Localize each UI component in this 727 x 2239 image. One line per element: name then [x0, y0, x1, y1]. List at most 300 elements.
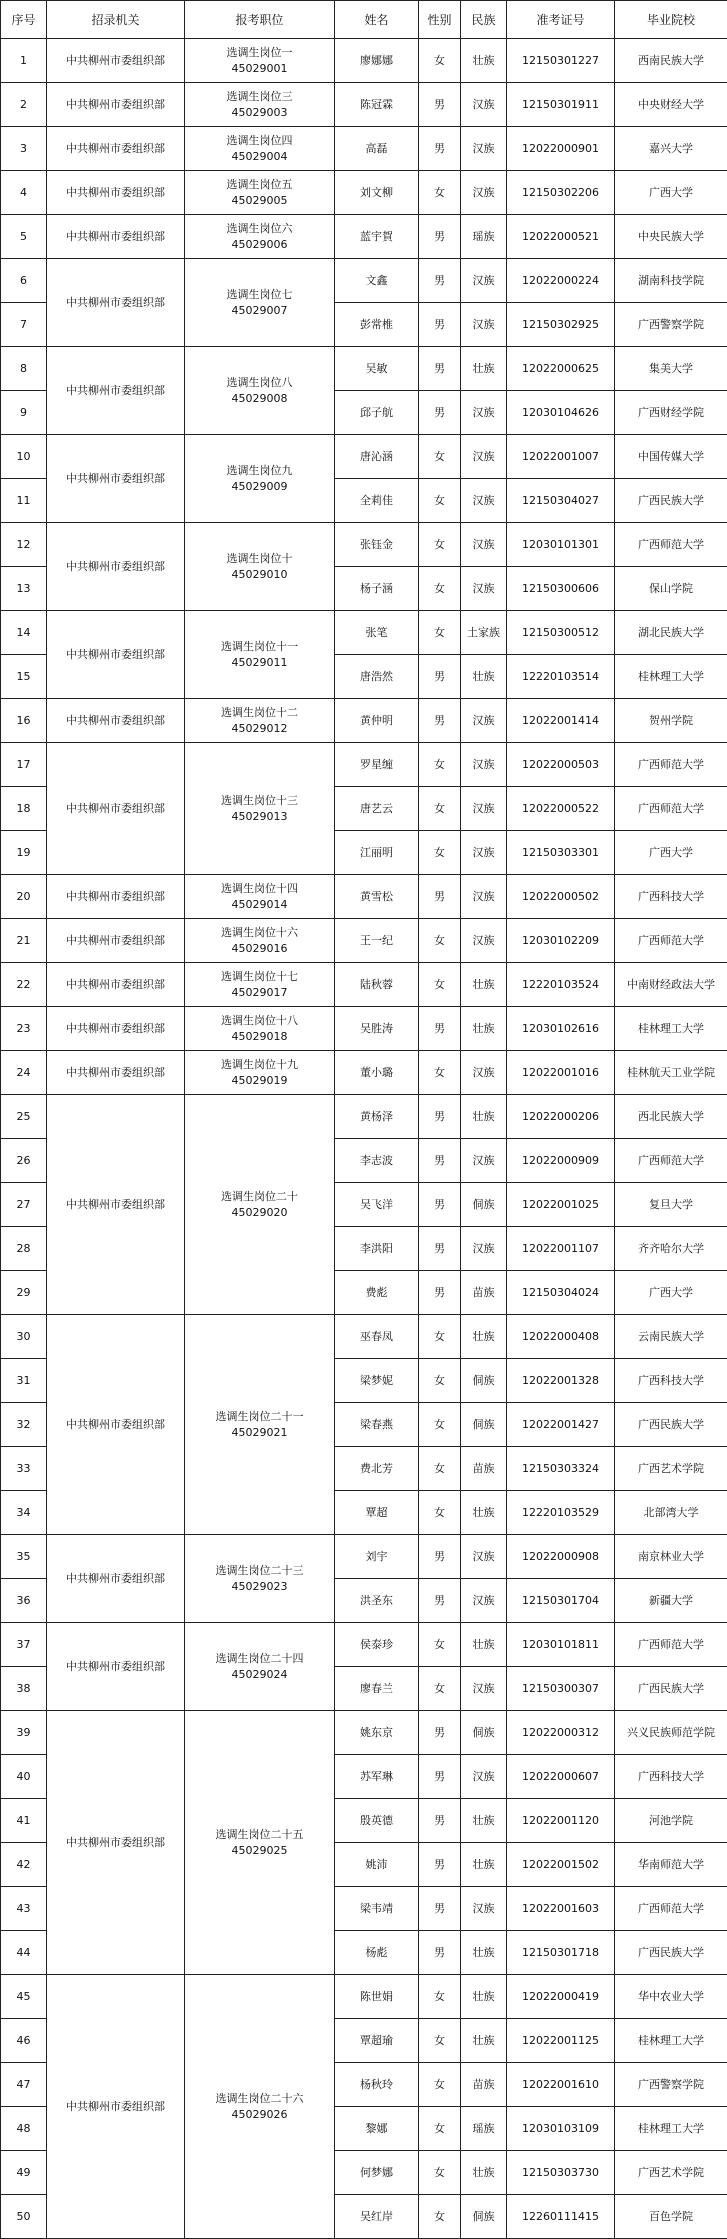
cell-position	[185, 699, 335, 743]
cell-exam-id: 12150301718	[507, 1931, 615, 1975]
cell-seq: 14	[1, 611, 47, 655]
position-title: 选调生岗位十六	[221, 925, 298, 939]
cell-ethnicity: 汉族	[461, 831, 507, 875]
cell-name: 洪圣东	[335, 1579, 419, 1623]
cell-sex: 女	[419, 1359, 461, 1403]
cell-seq: 12	[1, 523, 47, 567]
cell-exam-id: 12030101301	[507, 523, 615, 567]
cell-agency: 中共柳州市委组织部	[47, 39, 185, 83]
cell-seq: 21	[1, 919, 47, 963]
cell-seq: 26	[1, 1139, 47, 1183]
cell-ethnicity: 汉族	[461, 435, 507, 479]
cell-school: 集美大学	[615, 347, 727, 391]
cell-agency: 中共柳州市委组织部	[47, 1623, 185, 1711]
cell-position	[185, 171, 335, 215]
table-row	[1, 1095, 727, 1139]
cell-seq: 41	[1, 1799, 47, 1843]
cell-seq: 23	[1, 1007, 47, 1051]
cell-seq: 4	[1, 171, 47, 215]
cell-ethnicity: 汉族	[461, 523, 507, 567]
cell-exam-id: 12220103524	[507, 963, 615, 1007]
cell-agency: 中共柳州市委组织部	[47, 1051, 185, 1095]
cell-name: 姚沛	[335, 1843, 419, 1887]
cell-name: 覃超瑜	[335, 2019, 419, 2063]
cell-exam-id: 12022000521	[507, 215, 615, 259]
cell-seq: 7	[1, 303, 47, 347]
position-code: 45029011	[231, 655, 288, 669]
cell-position	[185, 963, 335, 1007]
position-code: 45029020	[231, 1205, 288, 1219]
position-code: 45029010	[231, 567, 288, 581]
cell-ethnicity: 侗族	[461, 1403, 507, 1447]
cell-name: 何梦娜	[335, 2151, 419, 2195]
position-title: 选调生岗位十	[226, 551, 293, 565]
table-row	[1, 83, 727, 127]
cell-exam-id: 12030102616	[507, 1007, 615, 1051]
cell-sex: 女	[419, 2019, 461, 2063]
cell-sex: 男	[419, 1227, 461, 1271]
cell-name: 吴胜涛	[335, 1007, 419, 1051]
cell-exam-id: 12022000522	[507, 787, 615, 831]
cell-ethnicity: 汉族	[461, 479, 507, 523]
position-code: 45029021	[231, 1425, 288, 1439]
cell-seq: 16	[1, 699, 47, 743]
cell-exam-id: 12022000206	[507, 1095, 615, 1139]
cell-seq: 17	[1, 743, 47, 787]
table-row	[1, 127, 727, 171]
cell-sex: 男	[419, 215, 461, 259]
cell-agency: 中共柳州市委组织部	[47, 127, 185, 171]
cell-seq: 9	[1, 391, 47, 435]
cell-school: 广西艺术学院	[615, 2151, 727, 2195]
cell-exam-id: 12260111415	[507, 2195, 615, 2239]
cell-ethnicity: 壮族	[461, 347, 507, 391]
cell-ethnicity: 壮族	[461, 963, 507, 1007]
header-position: 报考职位	[185, 1, 335, 39]
cell-seq: 31	[1, 1359, 47, 1403]
cell-sex: 男	[419, 1887, 461, 1931]
cell-exam-id: 12150303730	[507, 2151, 615, 2195]
cell-sex: 男	[419, 303, 461, 347]
cell-school: 西南民族大学	[615, 39, 727, 83]
position-title: 选调生岗位十七	[221, 969, 298, 983]
position-code: 45029013	[231, 809, 288, 823]
cell-school: 云南民族大学	[615, 1315, 727, 1359]
position-title: 选调生岗位二十四	[215, 1651, 304, 1665]
cell-sex: 女	[419, 611, 461, 655]
cell-school: 兴义民族师范学院	[615, 1711, 727, 1755]
position-title: 选调生岗位八	[226, 375, 293, 389]
position-code: 45029026	[231, 2107, 288, 2121]
cell-school: 广西艺术学院	[615, 1447, 727, 1491]
cell-seq: 32	[1, 1403, 47, 1447]
cell-agency: 中共柳州市委组织部	[47, 1095, 185, 1315]
table-row	[1, 39, 727, 83]
cell-sex: 女	[419, 567, 461, 611]
cell-ethnicity: 苗族	[461, 2063, 507, 2107]
cell-school: 广西民族大学	[615, 1403, 727, 1447]
table-row	[1, 171, 727, 215]
position-code: 45029007	[231, 303, 288, 317]
cell-name: 唐沁涵	[335, 435, 419, 479]
cell-seq: 34	[1, 1491, 47, 1535]
header-agency: 招录机关	[47, 1, 185, 39]
cell-school: 桂林航天工业学院	[615, 1051, 727, 1095]
cell-seq: 13	[1, 567, 47, 611]
cell-name: 王一纪	[335, 919, 419, 963]
cell-name: 陈冠霖	[335, 83, 419, 127]
cell-seq: 35	[1, 1535, 47, 1579]
cell-name: 唐艺云	[335, 787, 419, 831]
cell-seq: 39	[1, 1711, 47, 1755]
cell-name: 杨秋玲	[335, 2063, 419, 2107]
cell-name: 巫春凤	[335, 1315, 419, 1359]
cell-name: 廖娜娜	[335, 39, 419, 83]
cell-sex: 男	[419, 1579, 461, 1623]
position-code: 45029024	[231, 1667, 288, 1681]
cell-sex: 男	[419, 1931, 461, 1975]
cell-name: 黄杨泽	[335, 1095, 419, 1139]
cell-ethnicity: 侗族	[461, 1359, 507, 1403]
cell-seq: 19	[1, 831, 47, 875]
cell-school: 广西师范大学	[615, 1887, 727, 1931]
cell-school: 广西民族大学	[615, 479, 727, 523]
cell-agency: 中共柳州市委组织部	[47, 347, 185, 435]
table-row	[1, 259, 727, 303]
cell-ethnicity: 汉族	[461, 1051, 507, 1095]
cell-school: 广西大学	[615, 1271, 727, 1315]
cell-seq: 43	[1, 1887, 47, 1931]
cell-school: 广西警察学院	[615, 2063, 727, 2107]
cell-ethnicity: 汉族	[461, 1667, 507, 1711]
cell-ethnicity: 侗族	[461, 1183, 507, 1227]
cell-sex: 男	[419, 699, 461, 743]
cell-exam-id: 12022001025	[507, 1183, 615, 1227]
cell-exam-id: 12150302925	[507, 303, 615, 347]
cell-exam-id: 12022000224	[507, 259, 615, 303]
cell-sex: 男	[419, 1755, 461, 1799]
cell-school: 新疆大学	[615, 1579, 727, 1623]
cell-exam-id: 12022001107	[507, 1227, 615, 1271]
cell-school: 广西警察学院	[615, 303, 727, 347]
cell-exam-id: 12150304027	[507, 479, 615, 523]
cell-agency: 中共柳州市委组织部	[47, 919, 185, 963]
position-title: 选调生岗位五	[226, 177, 293, 191]
cell-seq: 29	[1, 1271, 47, 1315]
cell-exam-id: 12150304024	[507, 1271, 615, 1315]
cell-agency: 中共柳州市委组织部	[47, 611, 185, 699]
cell-sex: 男	[419, 1711, 461, 1755]
cell-position	[185, 1623, 335, 1711]
cell-agency: 中共柳州市委组织部	[47, 523, 185, 611]
cell-ethnicity: 瑶族	[461, 2107, 507, 2151]
cell-exam-id: 12022000503	[507, 743, 615, 787]
header-seq: 序号	[1, 1, 47, 39]
cell-seq: 10	[1, 435, 47, 479]
position-code: 45029012	[231, 721, 288, 735]
cell-agency: 中共柳州市委组织部	[47, 1711, 185, 1975]
cell-ethnicity: 土家族	[461, 611, 507, 655]
cell-position	[185, 83, 335, 127]
position-code: 45029019	[231, 1073, 288, 1087]
cell-position	[185, 215, 335, 259]
cell-agency: 中共柳州市委组织部	[47, 699, 185, 743]
cell-school: 广西大学	[615, 831, 727, 875]
cell-agency: 中共柳州市委组织部	[47, 1315, 185, 1535]
cell-seq: 25	[1, 1095, 47, 1139]
table-row	[1, 611, 727, 655]
cell-name: 梁春燕	[335, 1403, 419, 1447]
cell-agency: 中共柳州市委组织部	[47, 1535, 185, 1623]
cell-ethnicity: 壮族	[461, 1623, 507, 1667]
cell-ethnicity: 壮族	[461, 1931, 507, 1975]
table-row	[1, 1711, 727, 1755]
cell-seq: 48	[1, 2107, 47, 2151]
cell-sex: 男	[419, 259, 461, 303]
position-title: 选调生岗位二十	[221, 1189, 298, 1203]
cell-school: 湖南科技学院	[615, 259, 727, 303]
table-row	[1, 435, 727, 479]
cell-ethnicity: 壮族	[461, 1095, 507, 1139]
cell-school: 广西师范大学	[615, 1139, 727, 1183]
cell-sex: 男	[419, 875, 461, 919]
cell-name: 费彪	[335, 1271, 419, 1315]
cell-seq: 5	[1, 215, 47, 259]
cell-position	[185, 1535, 335, 1623]
cell-position	[185, 1095, 335, 1315]
cell-seq: 24	[1, 1051, 47, 1095]
cell-agency: 中共柳州市委组织部	[47, 435, 185, 523]
header-ethnicity: 民族	[461, 1, 507, 39]
cell-ethnicity: 汉族	[461, 127, 507, 171]
cell-school: 河池学院	[615, 1799, 727, 1843]
cell-school: 北部湾大学	[615, 1491, 727, 1535]
cell-exam-id: 12022000908	[507, 1535, 615, 1579]
cell-sex: 女	[419, 963, 461, 1007]
cell-seq: 49	[1, 2151, 47, 2195]
cell-seq: 15	[1, 655, 47, 699]
cell-school: 广西科技大学	[615, 1755, 727, 1799]
cell-exam-id: 12022000909	[507, 1139, 615, 1183]
cell-sex: 女	[419, 479, 461, 523]
cell-school: 广西师范大学	[615, 919, 727, 963]
cell-name: 李洪阳	[335, 1227, 419, 1271]
cell-ethnicity: 汉族	[461, 1227, 507, 1271]
cell-name: 费北芳	[335, 1447, 419, 1491]
cell-school: 中央财经大学	[615, 83, 727, 127]
cell-seq: 30	[1, 1315, 47, 1359]
cell-name: 罗星缠	[335, 743, 419, 787]
cell-seq: 18	[1, 787, 47, 831]
cell-name: 刘宇	[335, 1535, 419, 1579]
cell-ethnicity: 壮族	[461, 1491, 507, 1535]
cell-seq: 50	[1, 2195, 47, 2239]
cell-school: 南京林业大学	[615, 1535, 727, 1579]
cell-name: 杨子涵	[335, 567, 419, 611]
cell-seq: 8	[1, 347, 47, 391]
cell-ethnicity: 壮族	[461, 39, 507, 83]
cell-school: 华中农业大学	[615, 1975, 727, 2019]
cell-ethnicity: 壮族	[461, 655, 507, 699]
cell-exam-id: 12022000312	[507, 1711, 615, 1755]
cell-exam-id: 12022000419	[507, 1975, 615, 2019]
cell-exam-id: 12022000625	[507, 347, 615, 391]
cell-school: 广西科技大学	[615, 875, 727, 919]
cell-name: 陈世娟	[335, 1975, 419, 2019]
cell-position	[185, 919, 335, 963]
cell-sex: 女	[419, 523, 461, 567]
cell-school: 广西财经学院	[615, 391, 727, 435]
position-code: 45029016	[231, 941, 288, 955]
cell-position	[185, 347, 335, 435]
position-code: 45029023	[231, 1579, 288, 1593]
cell-sex: 男	[419, 347, 461, 391]
table-row	[1, 1315, 727, 1359]
cell-ethnicity: 汉族	[461, 743, 507, 787]
position-code: 45029018	[231, 1029, 288, 1043]
cell-position	[185, 1315, 335, 1535]
position-title: 选调生岗位十八	[221, 1013, 298, 1027]
cell-sex: 男	[419, 1139, 461, 1183]
cell-exam-id: 12022001016	[507, 1051, 615, 1095]
position-title: 选调生岗位二十六	[215, 2091, 304, 2105]
cell-exam-id: 12150301227	[507, 39, 615, 83]
cell-ethnicity: 汉族	[461, 391, 507, 435]
cell-exam-id: 12030101811	[507, 1623, 615, 1667]
cell-sex: 女	[419, 743, 461, 787]
cell-exam-id: 12150303324	[507, 1447, 615, 1491]
header-exam-id: 准考证号	[507, 1, 615, 39]
cell-seq: 11	[1, 479, 47, 523]
cell-agency: 中共柳州市委组织部	[47, 1975, 185, 2239]
cell-name: 刘文柳	[335, 171, 419, 215]
cell-sex: 男	[419, 1095, 461, 1139]
table-row	[1, 1535, 727, 1579]
cell-exam-id: 12030102209	[507, 919, 615, 963]
cell-name: 高磊	[335, 127, 419, 171]
cell-name: 张钰金	[335, 523, 419, 567]
position-code: 45029014	[231, 897, 288, 911]
position-title: 选调生岗位十二	[221, 705, 298, 719]
cell-school: 广西民族大学	[615, 1931, 727, 1975]
table-row	[1, 963, 727, 1007]
cell-school: 桂林理工大学	[615, 2107, 727, 2151]
cell-school: 桂林理工大学	[615, 1007, 727, 1051]
cell-sex: 男	[419, 1535, 461, 1579]
cell-seq: 22	[1, 963, 47, 1007]
table-row	[1, 215, 727, 259]
cell-exam-id: 12022000408	[507, 1315, 615, 1359]
cell-ethnicity: 侗族	[461, 1711, 507, 1755]
cell-position	[185, 127, 335, 171]
cell-sex: 男	[419, 391, 461, 435]
cell-name: 李志波	[335, 1139, 419, 1183]
cell-seq: 46	[1, 2019, 47, 2063]
cell-sex: 女	[419, 1667, 461, 1711]
cell-sex: 女	[419, 2151, 461, 2195]
cell-school: 桂林理工大学	[615, 655, 727, 699]
cell-seq: 40	[1, 1755, 47, 1799]
cell-sex: 女	[419, 1315, 461, 1359]
cell-exam-id: 12022001427	[507, 1403, 615, 1447]
cell-school: 桂林理工大学	[615, 2019, 727, 2063]
cell-position	[185, 743, 335, 875]
cell-sex: 男	[419, 1183, 461, 1227]
cell-exam-id: 12022001610	[507, 2063, 615, 2107]
table-body	[1, 39, 727, 2239]
cell-position	[185, 611, 335, 699]
cell-school: 广西师范大学	[615, 787, 727, 831]
table-row	[1, 1623, 727, 1667]
position-title: 选调生岗位十一	[221, 639, 298, 653]
cell-sex: 女	[419, 1447, 461, 1491]
cell-sex: 男	[419, 1799, 461, 1843]
header-sex: 性别	[419, 1, 461, 39]
position-code: 45029005	[231, 193, 288, 207]
cell-ethnicity: 汉族	[461, 699, 507, 743]
cell-agency: 中共柳州市委组织部	[47, 963, 185, 1007]
position-code: 45029001	[231, 61, 288, 75]
cell-exam-id: 12150300606	[507, 567, 615, 611]
cell-sex: 女	[419, 919, 461, 963]
cell-ethnicity: 瑶族	[461, 215, 507, 259]
cell-exam-id: 12150300512	[507, 611, 615, 655]
cell-exam-id: 12030103109	[507, 2107, 615, 2151]
position-title: 选调生岗位十三	[221, 793, 298, 807]
cell-ethnicity: 汉族	[461, 875, 507, 919]
cell-name: 吴飞洋	[335, 1183, 419, 1227]
cell-school: 西北民族大学	[615, 1095, 727, 1139]
cell-ethnicity: 汉族	[461, 567, 507, 611]
cell-seq: 1	[1, 39, 47, 83]
cell-exam-id: 12150302206	[507, 171, 615, 215]
cell-seq: 20	[1, 875, 47, 919]
cell-sex: 男	[419, 1843, 461, 1887]
position-title: 选调生岗位二十一	[215, 1409, 304, 1423]
position-code: 45029017	[231, 985, 288, 999]
cell-sex: 女	[419, 435, 461, 479]
cell-name: 蓝宇賀	[335, 215, 419, 259]
cell-ethnicity: 汉族	[461, 1535, 507, 1579]
cell-name: 全莉佳	[335, 479, 419, 523]
cell-seq: 38	[1, 1667, 47, 1711]
cell-seq: 42	[1, 1843, 47, 1887]
cell-ethnicity: 汉族	[461, 1579, 507, 1623]
position-code: 45029008	[231, 391, 288, 405]
cell-position	[185, 435, 335, 523]
cell-agency: 中共柳州市委组织部	[47, 259, 185, 347]
cell-exam-id: 12022001125	[507, 2019, 615, 2063]
cell-exam-id: 12220103514	[507, 655, 615, 699]
cell-agency: 中共柳州市委组织部	[47, 1007, 185, 1051]
cell-seq: 37	[1, 1623, 47, 1667]
cell-school: 中国传媒大学	[615, 435, 727, 479]
cell-exam-id: 12022000502	[507, 875, 615, 919]
cell-name: 江丽明	[335, 831, 419, 875]
cell-position	[185, 39, 335, 83]
cell-seq: 2	[1, 83, 47, 127]
position-code: 45029004	[231, 149, 288, 163]
cell-exam-id: 12150303301	[507, 831, 615, 875]
cell-ethnicity: 汉族	[461, 1755, 507, 1799]
cell-name: 覃超	[335, 1491, 419, 1535]
cell-name: 苏军琳	[335, 1755, 419, 1799]
cell-seq: 3	[1, 127, 47, 171]
cell-name: 陆秋蓉	[335, 963, 419, 1007]
cell-name: 姚东京	[335, 1711, 419, 1755]
cell-ethnicity: 壮族	[461, 1315, 507, 1359]
cell-school: 广西师范大学	[615, 523, 727, 567]
